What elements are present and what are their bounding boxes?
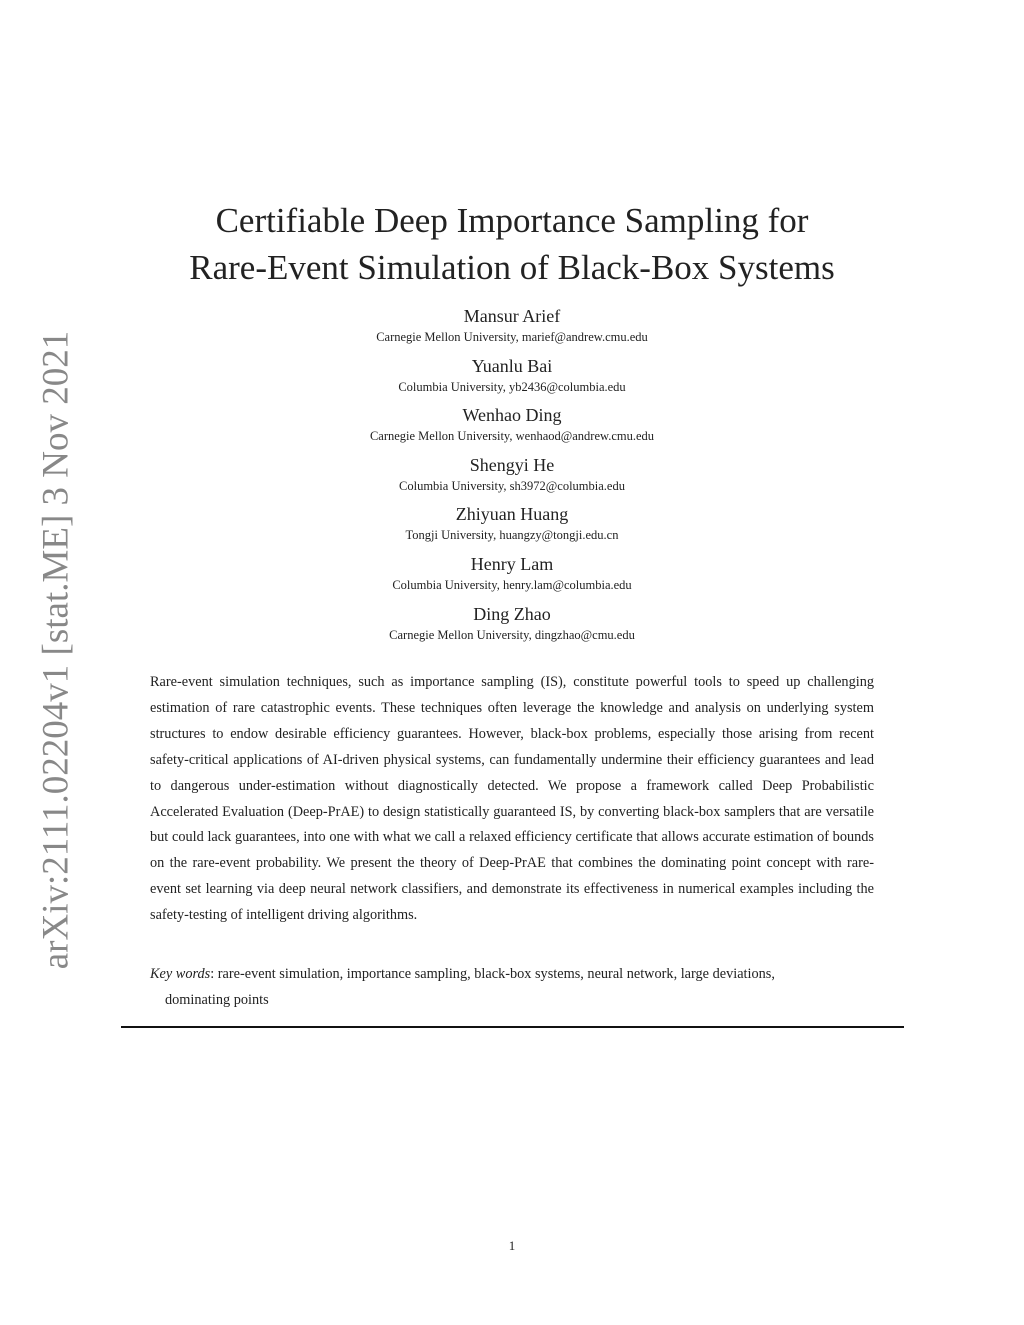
author-affiliation: Columbia University, sh3972@columbia.edu [399,478,625,493]
abstract-paragraph: Rare-event simulation techniques, such as importance sampling (IS), constitute powerful tools to speed up challenging estimation of rare catastrophic events. These techniques often leverage the knowledge and analysis on underlying system structures to endow desirable efficiency guarantees. However, black-box problems, especially those arising from recent safety-critical applications of AI-driven physical systems, can fundamentally undermine their efficiency guarantees and lead to dangerous under-estimation without diagnostically detected. We propose a framework called Deep Probabilistic Accelerated Evaluation (Deep-PrAE) to design statistically guaranteed IS, by converting black-box samplers that are versatile but could lack guarantees, into one with what we call a relaxed efficiency certificate that allows accurate estimation of bounds on the rare-event probability. We present the theory of Deep-PrAE that combines the dominating point concept with rare-event set learning via deep neural network classifiers, and demonstrate its effectiveness in numerical examples including the safety-testing of intelligent driving algorithms. [150,674,874,924]
arxiv-identifier: arXiv:2111.02204v1 [stat.ME] 3 Nov 2021 [35,330,77,970]
author-name: Mansur Arief [463,306,561,326]
title-line-2: Rare-Event Simulation of Black-Box Systems [189,248,835,287]
paper-title [0,197,1024,291]
author-block [0,403,1024,453]
author-affiliation: Carnegie Mellon University, dingzhao@cmu.edu [389,627,635,642]
page-number: 1 [508,1238,516,1253]
keywords-line-2: dominating points [165,991,269,1008]
author-name: Henry Lam [470,553,554,574]
author-affiliation: Tongji University, huangzy@tongji.edu.cn [405,528,619,543]
author-affiliation: Carnegie Mellon University, wenhaod@andrew.cmu.edu [369,429,655,444]
author-name: Wenhao Ding [462,405,562,426]
author-block [0,304,1024,354]
keywords-colon: : [210,966,218,982]
author-list [0,304,1024,651]
author-name: Shengyi He [469,454,555,475]
keywords-label: Key words [150,966,211,982]
author-block [0,602,1024,652]
author-affiliation: Columbia University, henry.lam@columbia.edu [392,577,632,592]
title-line-1: Certifiable Deep Importance Sampling for [215,201,809,240]
author-block [0,552,1024,602]
author-affiliation: Carnegie Mellon University, marief@andrew.cmu.edu [376,330,648,344]
author-name: Ding Zhao [473,603,551,624]
author-block [0,453,1024,503]
author-block [0,354,1024,404]
horizontal-rule [121,1026,904,1028]
author-affiliation: Columbia University, yb2436@columbia.edu [398,379,626,394]
author-name: Zhiyuan Huang [455,504,569,525]
keywords-line-1: rare-event simulation, importance sampling, black-box systems, neural network, large deviations, [217,966,775,982]
author-name: Yuanlu Bai [471,355,553,376]
keywords-block [150,962,874,1014]
author-block [0,502,1024,552]
